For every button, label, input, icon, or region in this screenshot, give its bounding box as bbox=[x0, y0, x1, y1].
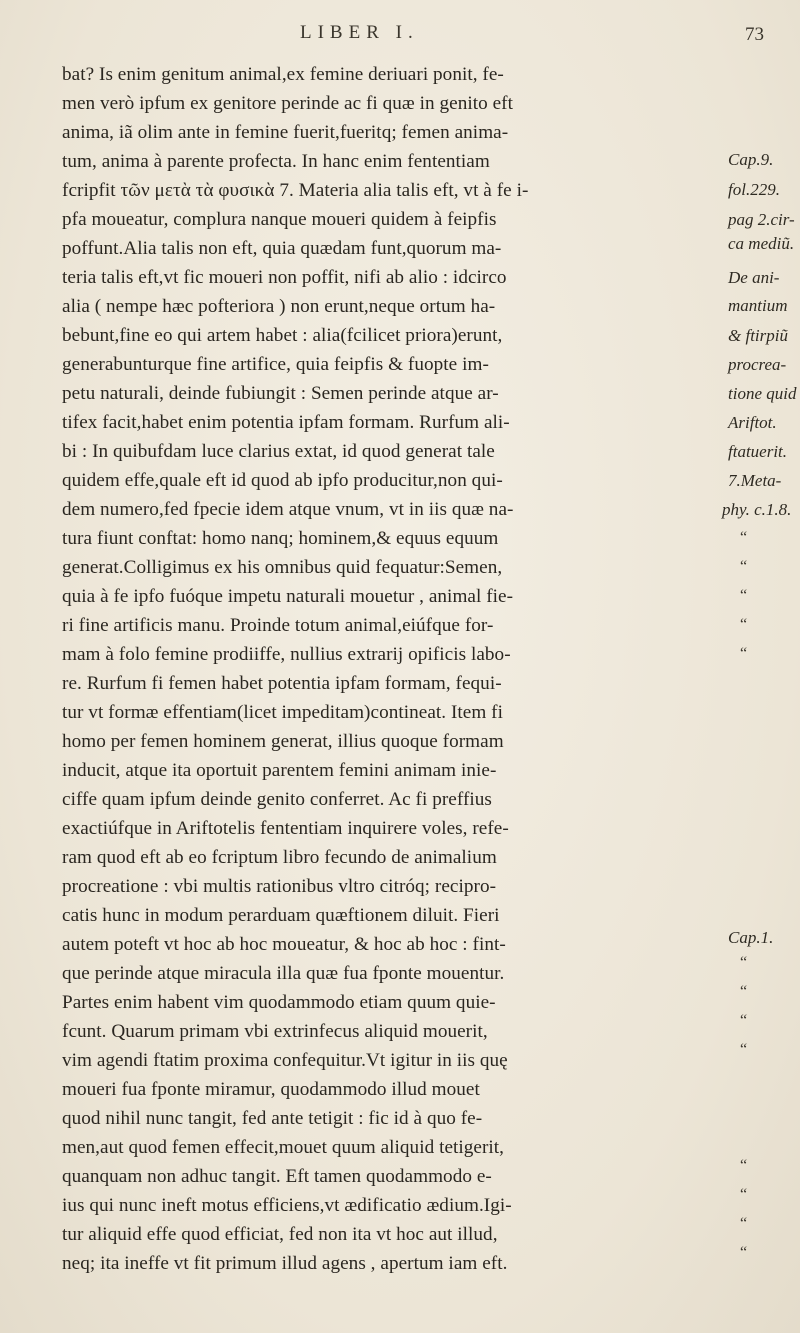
text-line: bebunt,fine eo qui artem habet : alia(fcilicet priora)erunt, bbox=[62, 325, 503, 346]
margin-note: mantium bbox=[728, 296, 788, 315]
text-line: bat? Is enim genitum animal,ex femine deriuari ponit, fe- bbox=[62, 64, 504, 85]
text-line: pfa moueatur, complura nanque moueri quidem à feipfis bbox=[62, 209, 497, 230]
margin-note: fol.229. bbox=[728, 180, 780, 199]
text-line: quidem effe,quale eft id quod ab ipfo producitur,non qui- bbox=[62, 470, 503, 491]
margin-note: procrea- bbox=[728, 355, 787, 374]
text-line: tifex facit,habet enim potentia ipfam formam. Rurfum ali- bbox=[62, 412, 510, 433]
text-line: tura fiunt conftat: homo nanq; hominem,& equus equum bbox=[62, 528, 499, 549]
text-line: teria talis eft,vt fic moueri non poffit, nifi ab alio : idcirco bbox=[62, 267, 507, 288]
quotation-mark: “ bbox=[740, 645, 748, 662]
text-line: men,aut quod femen effecit,mouet quum aliquid tetigerit, bbox=[62, 1137, 505, 1158]
text-line: generabunturque fine artifice, quia feipfis & fuopte im- bbox=[62, 354, 489, 375]
margin-note: 7.Meta- bbox=[728, 471, 782, 490]
quotation-mark: “ bbox=[740, 558, 748, 575]
quotation-mark: “ bbox=[740, 1244, 748, 1261]
text-line: catis hunc in modum perarduam quæftionem diluit. Fieri bbox=[62, 905, 500, 926]
margin-note: Cap.9. bbox=[728, 150, 774, 169]
text-line: vim agendi ftatim proxima confequitur.Vt igitur in iis quę bbox=[62, 1050, 508, 1071]
text-line: quia à fe ipfo fuóque impetu naturali mouetur , animal fie- bbox=[62, 586, 514, 607]
quotation-mark: “ bbox=[740, 1041, 748, 1058]
text-line: dem numero,fed fpecie idem atque vnum, vt in iis quæ na- bbox=[62, 499, 514, 520]
text-line: exactiúfque in Ariftotelis fententiam inquirere voles, refe- bbox=[62, 818, 509, 839]
text-line: tur aliquid effe quod efficiat, fed non ita vt hoc aut illud, bbox=[62, 1224, 498, 1245]
text-line: bi : In quibufdam luce clarius extat, id quod generat tale bbox=[62, 441, 495, 462]
margin-note: De ani- bbox=[728, 268, 780, 287]
text-line: petu naturali, deinde fubiungit : Semen perinde atque ar- bbox=[62, 383, 499, 404]
text-line: ri fine artificis manu. Proinde totum animal,eiúfque for- bbox=[62, 615, 494, 636]
quotation-mark: “ bbox=[740, 954, 748, 971]
margin-note: pag 2.cir- bbox=[728, 210, 795, 229]
quotation-mark: “ bbox=[740, 1215, 748, 1232]
quotation-mark: “ bbox=[740, 1186, 748, 1203]
text-line: fcunt. Quarum primam vbi extrinfecus aliquid mouerit, bbox=[62, 1021, 488, 1042]
text-line: autem poteft vt hoc ab hoc moueatur, & hoc ab hoc : fint- bbox=[62, 934, 506, 955]
text-line: Partes enim habent vim quodammodo etiam quum quie- bbox=[62, 992, 496, 1013]
text-line: procreatione : vbi multis rationibus vltro citróq; recipro- bbox=[62, 876, 497, 897]
margin-note: Cap.1. bbox=[728, 928, 774, 947]
running-head: LIBER I. bbox=[300, 22, 419, 43]
text-line: tur vt formæ effentiam(licet impeditam)contineat. Item fi bbox=[62, 702, 503, 723]
text-line: que perinde atque miracula illa quæ fua fponte mouentur. bbox=[62, 963, 505, 984]
text-line: inducit, atque ita oportuit parentem femini animam inie- bbox=[62, 760, 497, 781]
text-line: poffunt.Alia talis non eft, quia quædam funt,quorum ma- bbox=[62, 238, 502, 259]
text-line: generat.Colligimus ex his omnibus quid fequatur:Semen, bbox=[62, 557, 503, 578]
text-line: homo per femen hominem generat, illius quoque formam bbox=[62, 731, 504, 752]
text-line: ram quod eft ab eo fcriptum libro fecundo de animalium bbox=[62, 847, 497, 868]
margin-note: tione quid bbox=[728, 384, 797, 403]
margin-note: phy. c.1.8. bbox=[722, 500, 792, 519]
quotation-mark: “ bbox=[740, 529, 748, 546]
text-line: re. Rurfum fi femen habet potentia ipfam formam, fequi- bbox=[62, 673, 502, 694]
margin-note: Ariftot. bbox=[728, 413, 777, 432]
margin-note: ca mediũ. bbox=[728, 234, 795, 253]
quotation-mark: “ bbox=[740, 983, 748, 1000]
text-line: anima, iã olim ante in femine fuerit,fueritq; femen anima- bbox=[62, 122, 509, 143]
text-line: ciffe quam ipfum deinde genito conferret. Ac fi preffius bbox=[62, 789, 492, 810]
text-line: moueri fua fponte miramur, quodammodo illud mouet bbox=[62, 1079, 480, 1100]
page-number: 73 bbox=[745, 24, 764, 45]
text-line: alia ( nempe hæc pofteriora ) non erunt,neque ortum ha- bbox=[62, 296, 496, 317]
quotation-mark: “ bbox=[740, 1012, 748, 1029]
text-line: tum, anima à parente profecta. In hanc enim fententiam bbox=[62, 151, 490, 172]
text-line: quod nihil nunc tangit, fed ante tetigit : fic id à quo fe- bbox=[62, 1108, 483, 1129]
margin-note: ftatuerit. bbox=[728, 442, 788, 461]
text-line: mam à folo femine prodiiffe, nullius extrarij opificis labo- bbox=[62, 644, 511, 665]
margin-note: & ftirpiũ bbox=[728, 326, 788, 345]
text-line: men verò ipfum ex genitore perinde ac fi quæ in genito eft bbox=[62, 93, 513, 114]
quotation-mark: “ bbox=[740, 587, 748, 604]
text-line: neq; ita ineffe vt fit primum illud agens , apertum iam eft. bbox=[62, 1253, 508, 1274]
text-line: fcripfit τῶν μετὰ τὰ φυσικὰ 7. Materia alia talis eft, vt à fe i- bbox=[62, 180, 529, 201]
text-line: ius qui nunc ineft motus efficiens,vt ædificatio ædium.Igi- bbox=[62, 1195, 512, 1216]
text-line: quanquam non adhuc tangit. Eft tamen quodammodo e- bbox=[62, 1166, 492, 1187]
quotation-mark: “ bbox=[740, 616, 748, 633]
quotation-mark: “ bbox=[740, 1157, 748, 1174]
